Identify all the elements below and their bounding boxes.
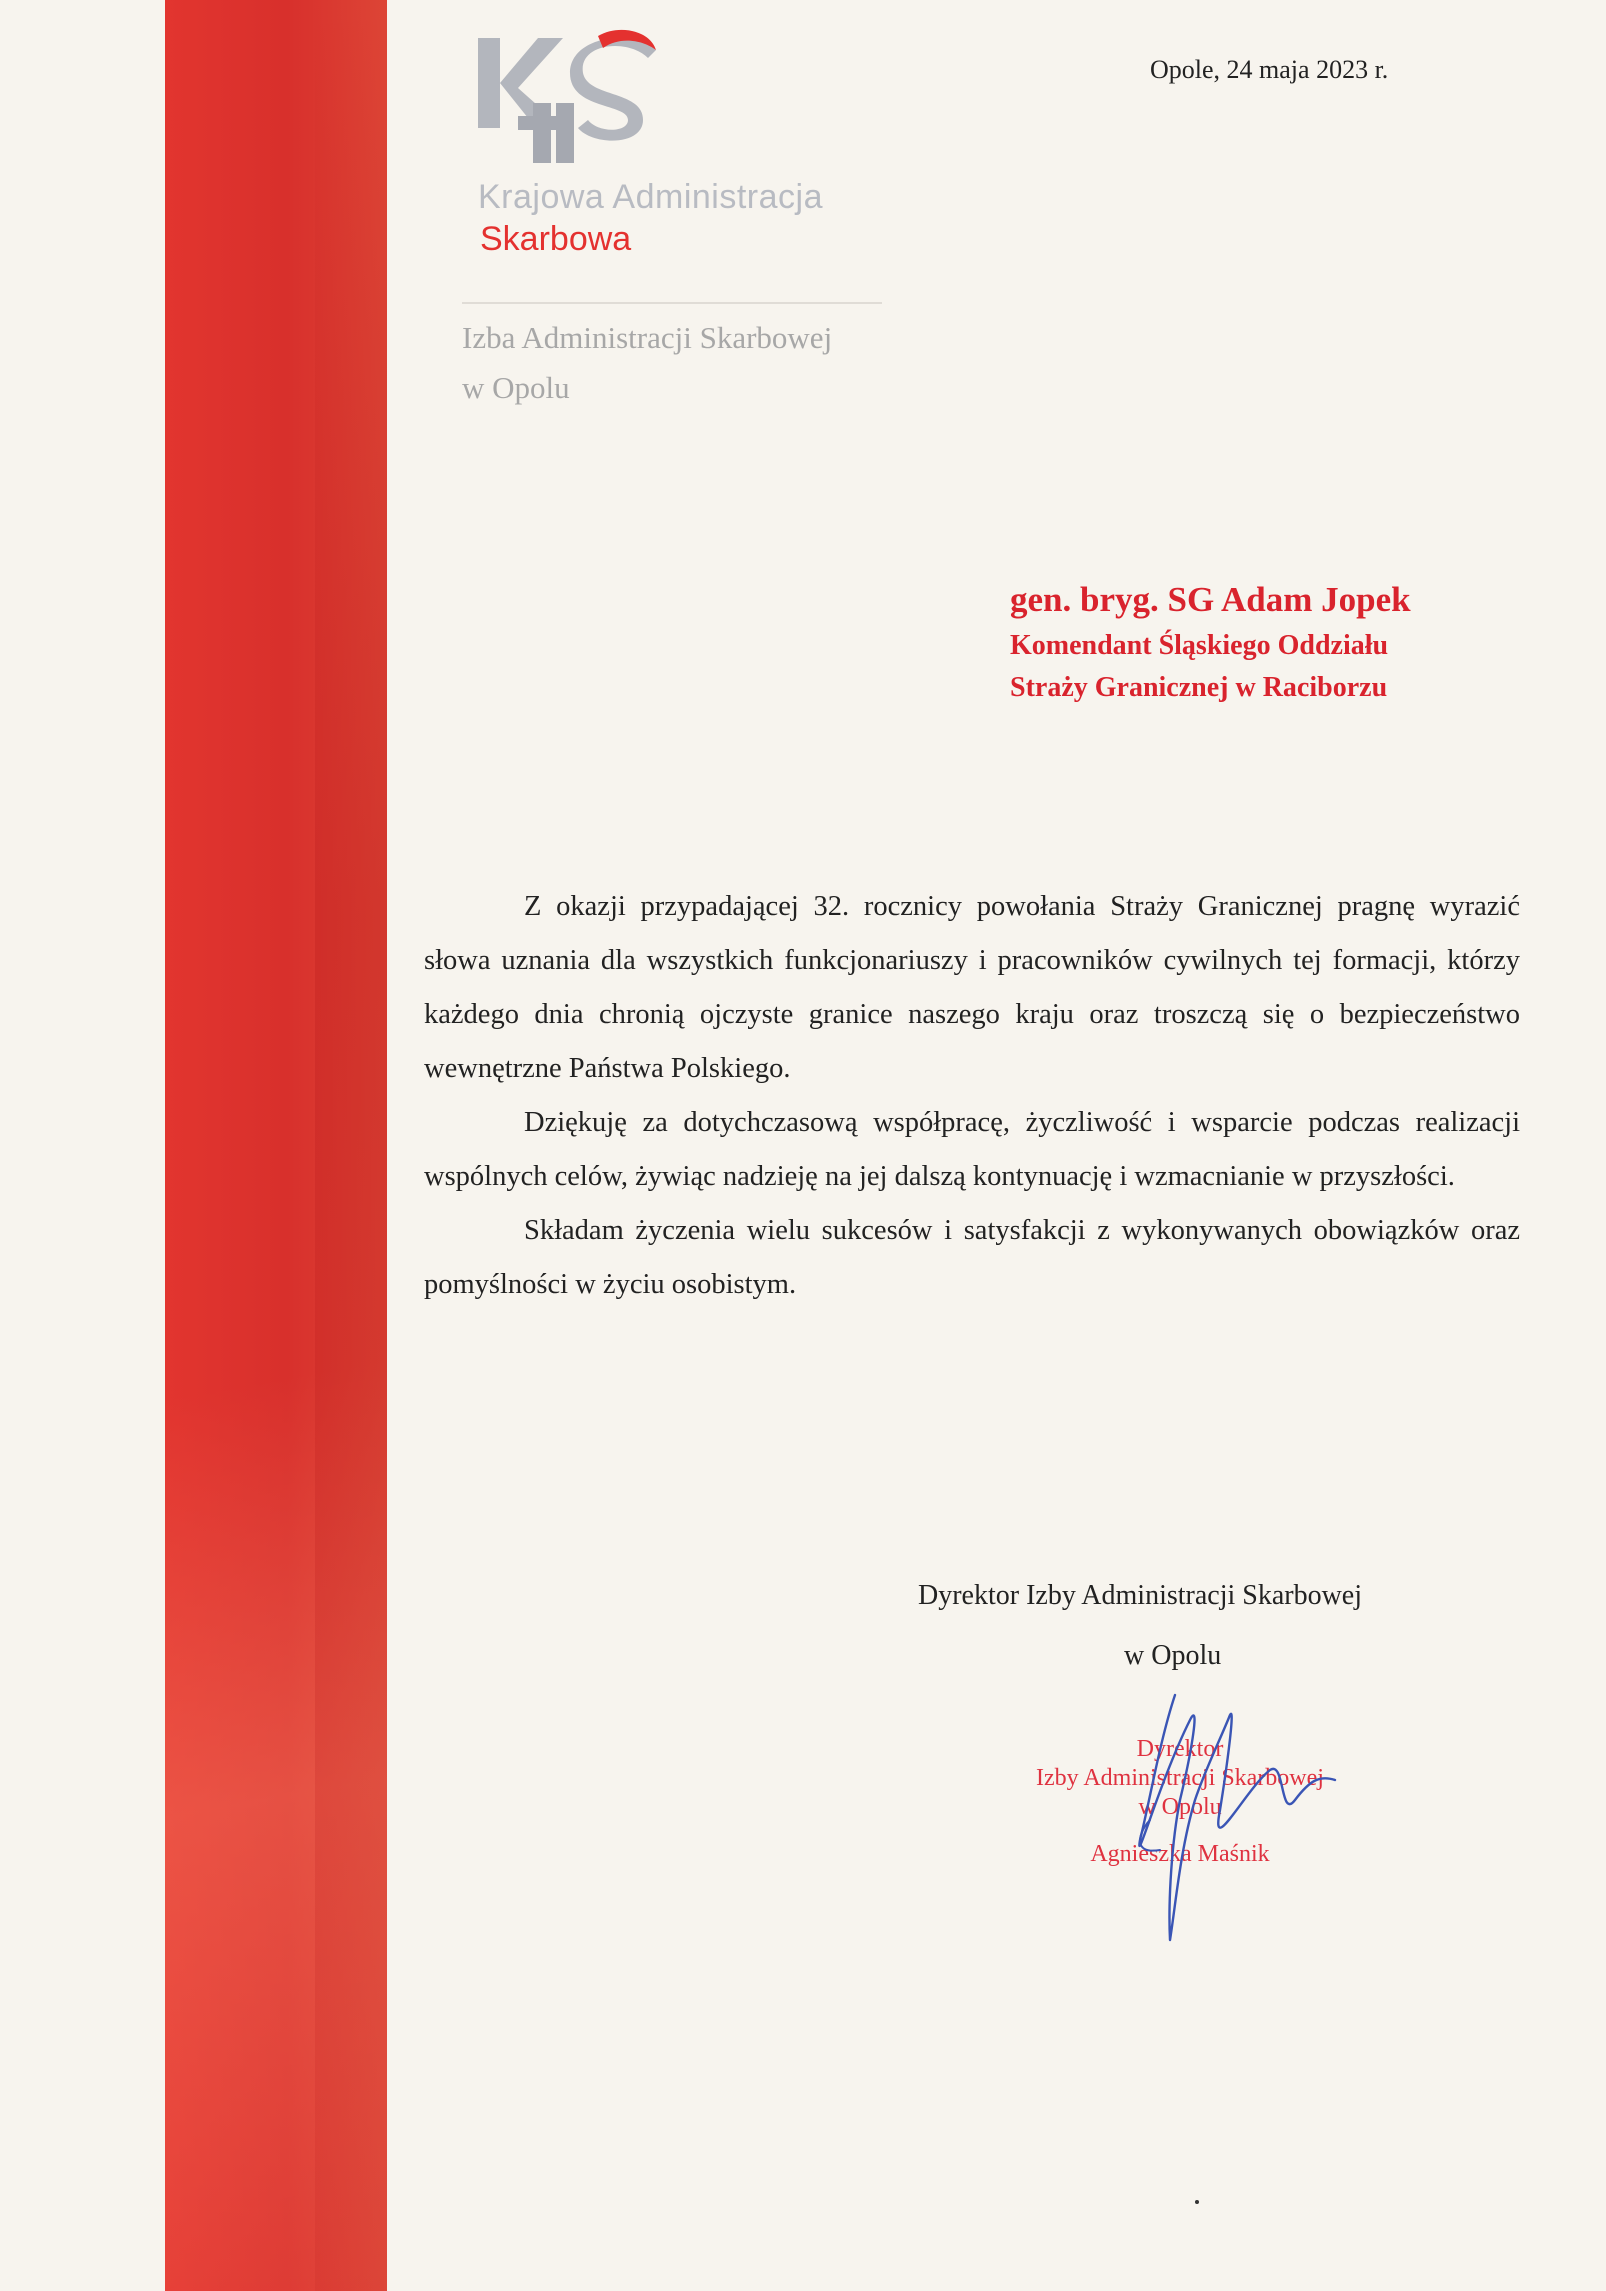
org-name-line2: Skarbowa	[480, 220, 632, 258]
header-divider	[462, 302, 882, 304]
body-paragraph: Z okazji przypadającej 32. rocznicy powołania Straży Granicznej pragnę wyrazić słowa uznania dla wszystkich funkcjonariuszy i pracowników cywilnych tej formacji, którzy każdego dnia chronią ojczyste granice naszego kraju oraz troszczą się o bezpieczeństwo wewnętrzne Państwa Polskiego.	[424, 891, 1520, 1084]
stamp-signatory-name: Agnieszka Maśnik	[1090, 1841, 1270, 1867]
closing-line2: w Opolu	[1124, 1640, 1222, 1671]
office-name-line2: w Opolu	[462, 370, 570, 405]
stamp-line3: w Opolu	[1138, 1794, 1222, 1820]
org-name-line1: Krajowa Administracja	[478, 178, 823, 216]
office-name-line1: Izba Administracji Skarbowej	[462, 320, 833, 355]
closing-line1: Dyrektor Izby Administracji Skarbowej	[918, 1580, 1363, 1611]
handwritten-signature	[1080, 1680, 1350, 1970]
stamp-line2: Izby Administracji Skarbowej	[1036, 1765, 1324, 1791]
kas-logo-icon	[478, 28, 678, 163]
addressee-block	[1010, 580, 1411, 704]
body-paragraph: Składam życzenia wielu sukcesów i satysfakcji z wykonywanych obowiązków oraz pomyślności w życiu osobistym.	[424, 1215, 1520, 1300]
body-paragraph: Dziękuję za dotychczasową współpracę, życzliwość i wsparcie podczas realizacji wspólnych celów, żywiąc nadzieję na jej dalszą kontynuację i wzmacnianie w przyszłości.	[424, 1107, 1520, 1192]
addressee-title-line1: Komendant Śląskiego Oddziału	[1010, 630, 1389, 661]
letter-date: Opole, 24 maja 2023 r.	[1150, 55, 1389, 84]
letter-body	[424, 880, 1520, 1312]
red-side-band	[165, 0, 387, 2291]
stamp-line1: Dyrektor	[1136, 1736, 1224, 1762]
addressee-name: gen. bryg. SG Adam Jopek	[1010, 580, 1411, 619]
addressee-title-line2: Straży Granicznej w Raciborzu	[1010, 672, 1388, 703]
scan-speck	[1195, 2200, 1199, 2204]
